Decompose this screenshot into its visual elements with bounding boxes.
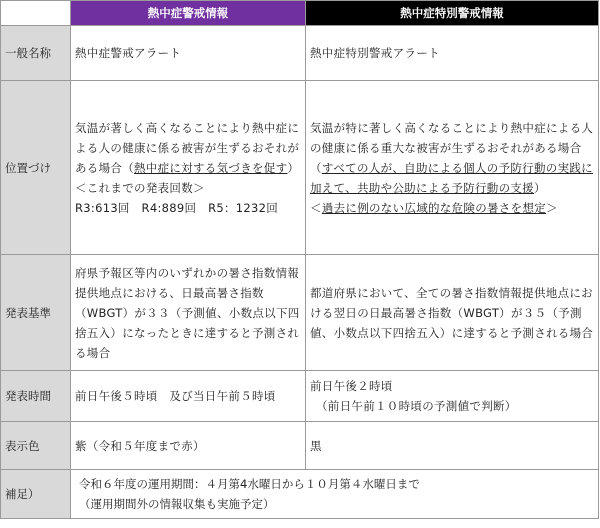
time-alert: 前日午後５時頃 及び当日午前５時頃 xyxy=(71,371,306,422)
note-line2: （運用期間外の情報収集も実施予定） xyxy=(79,497,275,511)
name-alert: 熱中症警戒アラート xyxy=(71,26,306,81)
color-label: 表示色 xyxy=(1,422,71,470)
name-row xyxy=(1,26,599,81)
time-label: 発表時間 xyxy=(1,371,71,422)
alert-header: 熱中症警戒情報 xyxy=(71,1,306,26)
name-label: 一般名称 xyxy=(1,26,71,81)
note-label: 補足） xyxy=(1,470,71,519)
position-alert-text-end: ） xyxy=(287,160,300,175)
header-row xyxy=(1,1,599,26)
note-row xyxy=(1,470,599,519)
special-alert-header: 熱中症特別警戒情報 xyxy=(306,1,599,26)
criteria-label: 発表基準 xyxy=(1,255,71,371)
special-note-close: ＞ xyxy=(546,200,558,215)
note-line1: 令和６年度の運用期間：４月第4水曜日から１０月第４水曜日まで xyxy=(79,477,420,491)
special-note-underline: 過去に例のない広域的な危険の暑さを想定 xyxy=(321,200,547,215)
criteria-alert: 府県予報区等内のいずれかの暑さ指数情報提供地点における、日最高暑さ指数（WBGT）が３３（予測値、小数点以下四捨五入）になったときに達すると予測される場合 xyxy=(71,255,306,371)
time-special-line2: （前日午前１０時頃の予測値で判断） xyxy=(316,399,517,413)
position-alert xyxy=(71,81,306,255)
time-row xyxy=(1,371,599,422)
criteria-special: 都道府県において、全ての暑さ指数情報提供地点における翌日の日最高暑さ指数（WBGT）が３５（予測値、小数点以下四捨五入）に達すると予測される場合 xyxy=(306,255,599,371)
color-special: 黒 xyxy=(306,422,599,470)
position-row xyxy=(1,81,599,255)
special-note-open: ＜ xyxy=(310,200,322,215)
criteria-row xyxy=(1,255,599,371)
position-special-text-end: ） xyxy=(533,180,546,195)
position-alert-underline: 熱中症に対する気づきを促す xyxy=(134,160,288,175)
position-special-text: 気温が特に著しく高くなることにより熱中症による人の健康に係る重大な被害が生ずるおそれがある場合（ xyxy=(310,120,594,175)
time-special-line1: 前日午後２時頃 xyxy=(310,379,393,393)
alert-counts: R3:613回 R4:889回 R5：1232回 xyxy=(75,200,279,215)
name-special: 熱中症特別警戒アラート xyxy=(306,26,599,81)
color-row xyxy=(1,422,599,470)
position-label: 位置づけ xyxy=(1,81,71,255)
position-special-underline: すべての人が、自助による個人の予防行動の実践に加えて、共助や公助による予防行動の支援 xyxy=(310,160,593,195)
position-special xyxy=(306,81,599,255)
header-blank-cell xyxy=(1,1,71,26)
special-note xyxy=(310,198,594,218)
position-alert-text: 気温が著しく高くなることにより熱中症による人の健康に係る被害が生ずるおそれがある場合（ xyxy=(75,120,300,175)
note-content xyxy=(71,470,599,519)
alert-count-title: ＜これまでの発表回数＞ xyxy=(75,180,205,195)
color-alert: 紫（令和５年度まで赤） xyxy=(71,422,306,470)
time-special xyxy=(306,371,599,422)
